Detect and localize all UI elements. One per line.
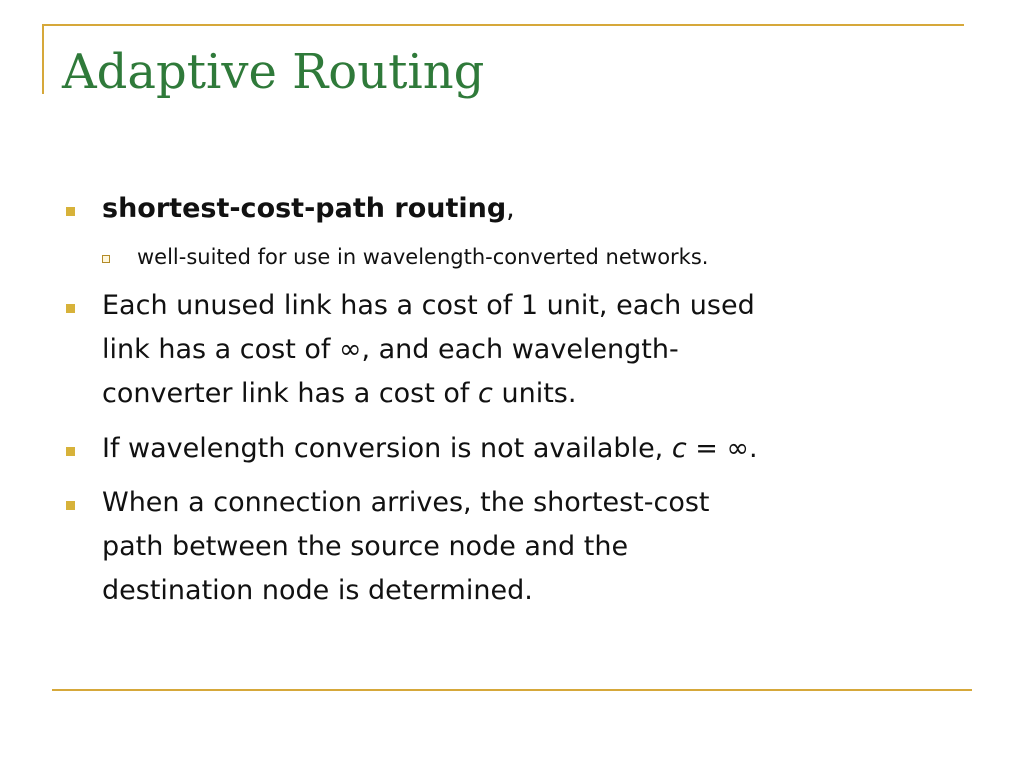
bullet-2-text xyxy=(102,284,962,416)
bullet-1-bold-text: shortest-cost-path routing xyxy=(102,193,507,224)
bullet-3-suffix: = ∞. xyxy=(686,433,758,464)
slide-title: Adaptive Routing xyxy=(62,44,485,100)
bottom-rule xyxy=(52,689,972,691)
bullet-1-text xyxy=(102,187,962,231)
bullet-3-text xyxy=(102,427,962,471)
bullet-3-c-variable: c xyxy=(671,433,687,464)
bullet-2-c-variable: c xyxy=(478,378,493,409)
subbullet-1-text: well-suited for use in wavelength-converted networks. xyxy=(137,245,709,269)
bullet-marker-4 xyxy=(66,501,75,510)
bullet-2-line-1: Each unused link has a cost of 1 unit, each used xyxy=(102,290,755,321)
bullet-marker-1 xyxy=(66,207,75,216)
bullet-marker-2 xyxy=(66,304,75,313)
bullet-2-line-2: link has a cost of ∞, and each wavelength- xyxy=(102,334,679,365)
bullet-4-text xyxy=(102,481,962,613)
bullet-2-line-3 xyxy=(102,372,962,416)
bullet-2-line-3-suffix: units. xyxy=(492,378,577,409)
bullet-4-line-1: When a connection arrives, the shortest-cost xyxy=(102,487,710,518)
bullet-4-line-3: destination node is determined. xyxy=(102,575,533,606)
bullet-4-line-2: path between the source node and the xyxy=(102,531,629,562)
bullet-marker-3 xyxy=(66,447,75,456)
subbullet-marker-1 xyxy=(102,255,110,263)
bullet-1-suffix: , xyxy=(506,193,515,224)
bullet-3-prefix: If wavelength conversion is not available, xyxy=(102,433,672,464)
bullet-2-line-3-prefix: converter link has a cost of xyxy=(102,378,479,409)
